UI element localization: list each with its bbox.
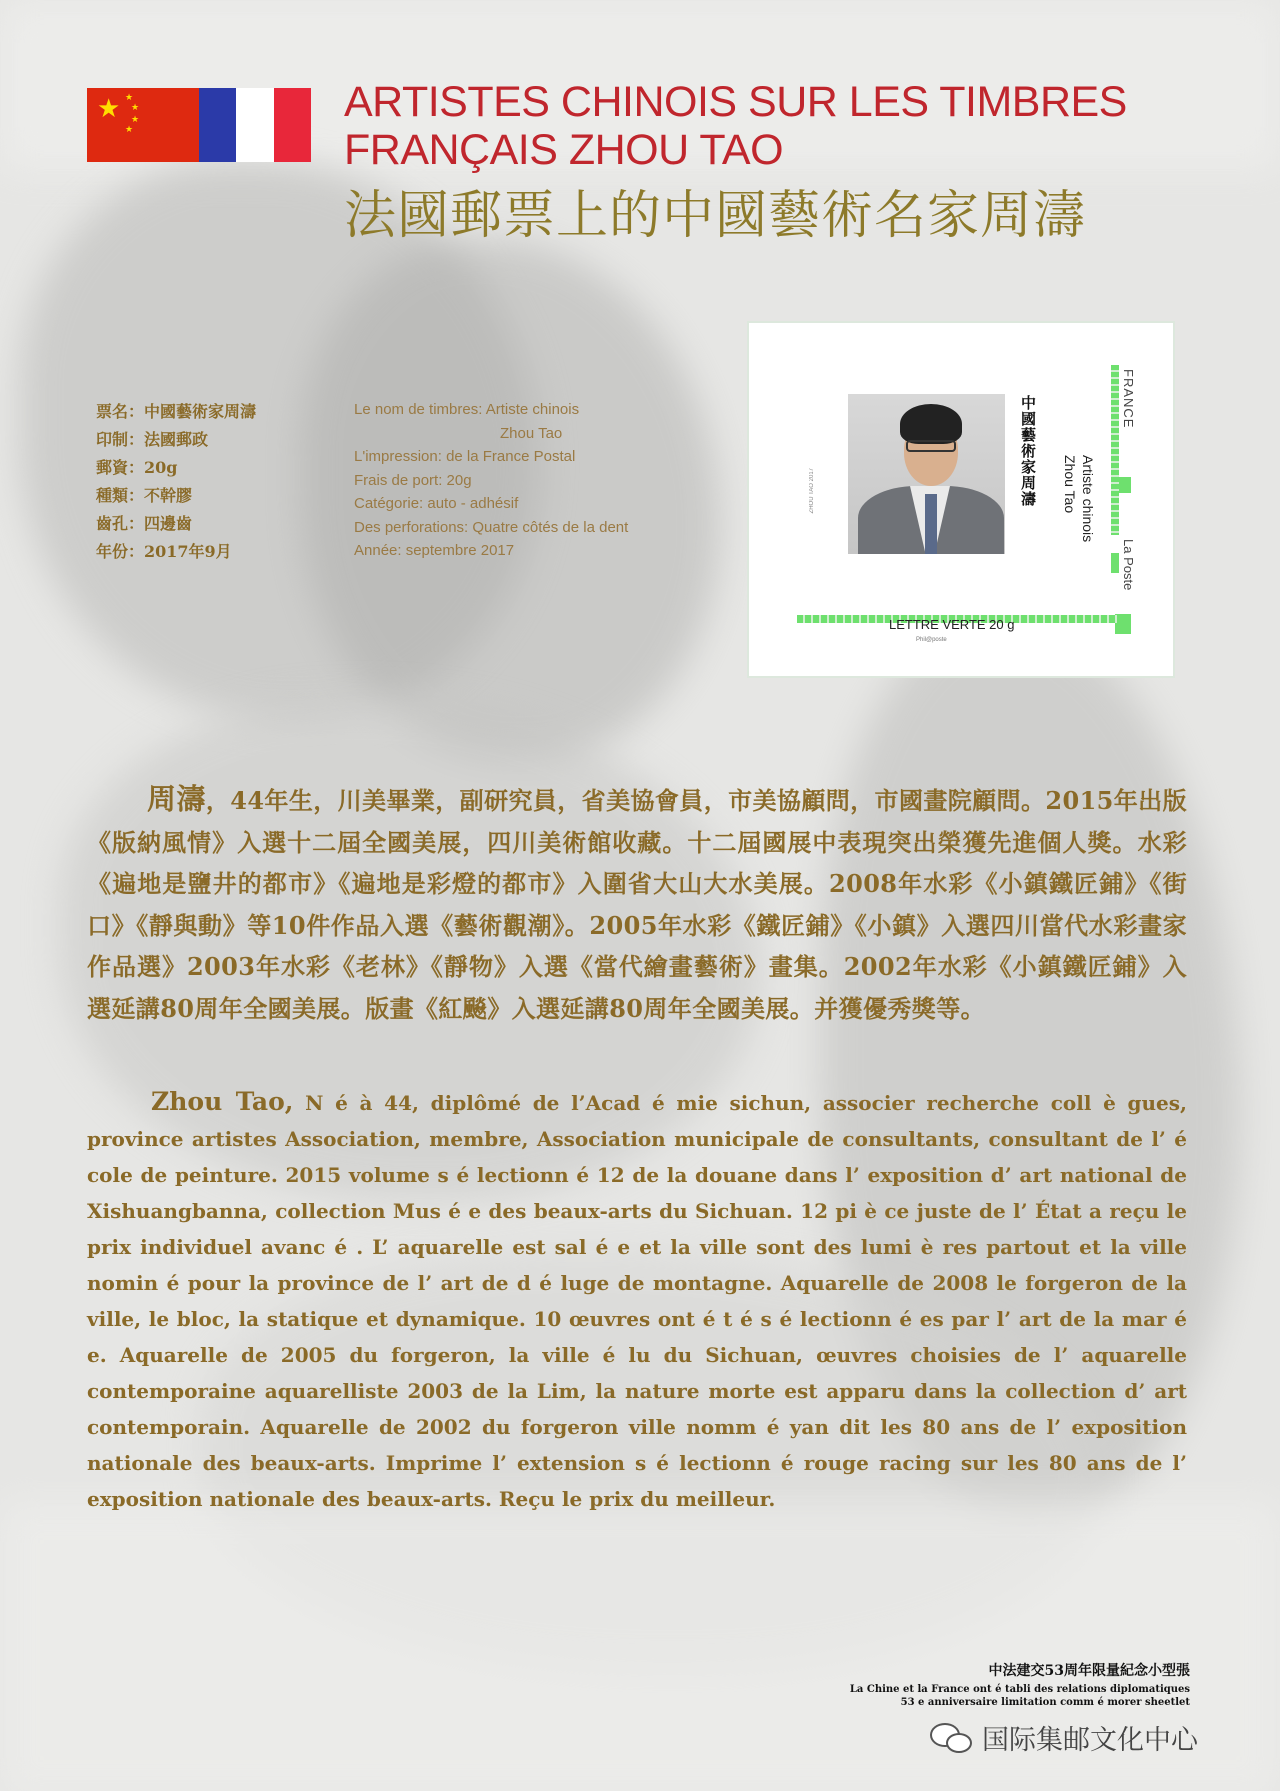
france-flag bbox=[199, 88, 311, 162]
footer-fr bbox=[780, 1683, 1190, 1709]
bio-zh-body: ，44年生，川美畢業，副研究員，省美協會員，市美協顧問，市國畫院顧問。2015年出版《版納風情》入選十二屆全國美展，四川美術館收藏。十二屆國展中表現突出榮獲先進個人獎。水彩《遍地是鹽井的都市》《遍地是彩燈的都市》入圍省大山大水美展。2008年水彩《小鎮鐵匠鋪》《街口》《靜與動》等10件作品入選《藝術觀潮》。2005年水彩《鐵匠鋪》《小鎮》入選四川當代水彩畫家作品選》2003年水彩《老林》《靜物》入選《當代繪畫藝術》畫集。2002年水彩《小鎮鐵匠鋪》入選延講80周年全國美展。版畫《紅飈》入選延講80周年全國美展。并獲優秀獎等。 bbox=[87, 786, 1187, 1023]
footer-zh: 中法建交53周年限量紀念小型張 bbox=[988, 1663, 1190, 1679]
stamp-fr-name-line1: Artiste chinois bbox=[1080, 455, 1096, 543]
bio-fr-lead: Zhou Tao, bbox=[151, 1087, 294, 1116]
flag-star-icon: ★ bbox=[125, 93, 134, 103]
china-flag bbox=[87, 88, 199, 162]
biography-fr bbox=[87, 1084, 1187, 1517]
info-line: L'impression: de la France Postal bbox=[354, 448, 576, 465]
postage-stamp bbox=[747, 321, 1175, 678]
flag-star-icon: ★ bbox=[131, 115, 140, 125]
page-title-fr: ARTISTES CHINOIS SUR LES TIMBRES FRANÇAIS ZHOU TAO bbox=[344, 78, 1127, 174]
info-line: Année: septembre 2017 bbox=[354, 542, 515, 559]
flag-star-icon: ★ bbox=[97, 94, 121, 124]
stamp-country: FRANCE bbox=[1121, 369, 1136, 429]
wechat-watermark bbox=[930, 1718, 1198, 1757]
flag-star-icon: ★ bbox=[131, 103, 140, 113]
wechat-icon bbox=[930, 1721, 974, 1755]
bio-zh-lead: 周濤 bbox=[147, 782, 206, 816]
bio-fr-body: N é à 44, diplômé de l’Acad é mie sichun, associer recherche coll è gues, province artistes Association, membre, Association municipale de consultants, consultant de l’ é cole de peinture. 2015 volume s é lectionn é 12 de la douane dans l’ exposition d’ art national de Xishuangbanna, collection Mus é e des beaux-arts du Sichuan. 12 pi è ce juste de l’ État a reçu le prix individuel avanc é . L’ aquarelle est sal é e et la ville sont des lumi è res partout et la ville nomin é pour la province de l’ art de d é luge de montagne. Aquarelle de 2008 le forgeron de la ville, le bloc, la statique et dynamique. 10 œuvres ont é t é s é lectionn é es par l’ art de la mar é e. Aquarelle de 2005 du forgeron, la ville é lu du Sichuan, œuvres choisies de l’ aquarelle contemporaine aquarelliste 2003 de la Lim, la nature morte est apparu dans la collection d’ art contemporain. Aquarelle de 2002 du forgeron ville nomm é yan dit les 80 ans de l’ exposition nationale des beaux-arts. Imprime l’ extension s é lectionn é rouge racing sur les 80 ans de l’ exposition nationale des beaux-arts. Reçu le prix du meilleur. bbox=[87, 1091, 1187, 1511]
info-line: 年份：2017年9月 bbox=[96, 542, 232, 561]
stamp-zh-name: 中國藝術家周濤 bbox=[1019, 395, 1037, 507]
info-line: 齒孔：四邊齒 bbox=[96, 514, 193, 533]
footer-fr-line2: 53 e anniversaire limitation comm é morer sheetlet bbox=[900, 1697, 1190, 1708]
info-line: Zhou Tao bbox=[500, 424, 563, 442]
wechat-label: 国际集邮文化中心 bbox=[982, 1725, 1198, 1756]
info-line: 印制：法國郵政 bbox=[96, 430, 209, 449]
footer-fr-line1: La Chine et la France ont é tabli des relations diplomatiques bbox=[849, 1684, 1190, 1695]
stamp-rate: LETTRE VERTE 20 g bbox=[889, 617, 1015, 632]
info-line: Des perforations: Quatre côtés de la dent bbox=[354, 518, 629, 536]
stamp-tiny-text: Phil@poste bbox=[916, 637, 947, 643]
flag-star-icon: ★ bbox=[125, 125, 134, 135]
stamp-side-text: ZHOU TAO 2017 bbox=[809, 468, 815, 514]
info-line: 票名：中國藝術家周濤 bbox=[96, 402, 257, 421]
info-line: Le nom de timbres: Artiste chinois bbox=[354, 401, 580, 418]
info-line: Frais de port: 20g bbox=[354, 471, 472, 489]
stamp-green-block bbox=[1119, 477, 1131, 493]
stamp-green-bar bbox=[1111, 365, 1119, 535]
stamp-operator: La Poste bbox=[1121, 539, 1136, 591]
info-line: 種類：不幹膠 bbox=[96, 486, 193, 505]
page-title-zh: 法國郵票上的中國藝術名家周濤 bbox=[344, 186, 1087, 246]
stamp-fr-name bbox=[1061, 455, 1097, 542]
artist-portrait bbox=[848, 394, 1005, 554]
info-line: 郵資：20g bbox=[96, 458, 178, 477]
stamp-fr-name-line2: Zhou Tao bbox=[1062, 455, 1078, 514]
stamp-info-fr bbox=[354, 398, 714, 563]
biography-zh bbox=[87, 779, 1187, 1029]
info-line: Catégorie: auto - adhésif bbox=[354, 495, 519, 512]
stamp-info-zh bbox=[96, 398, 326, 566]
stamp-green-bar bbox=[1111, 553, 1119, 573]
